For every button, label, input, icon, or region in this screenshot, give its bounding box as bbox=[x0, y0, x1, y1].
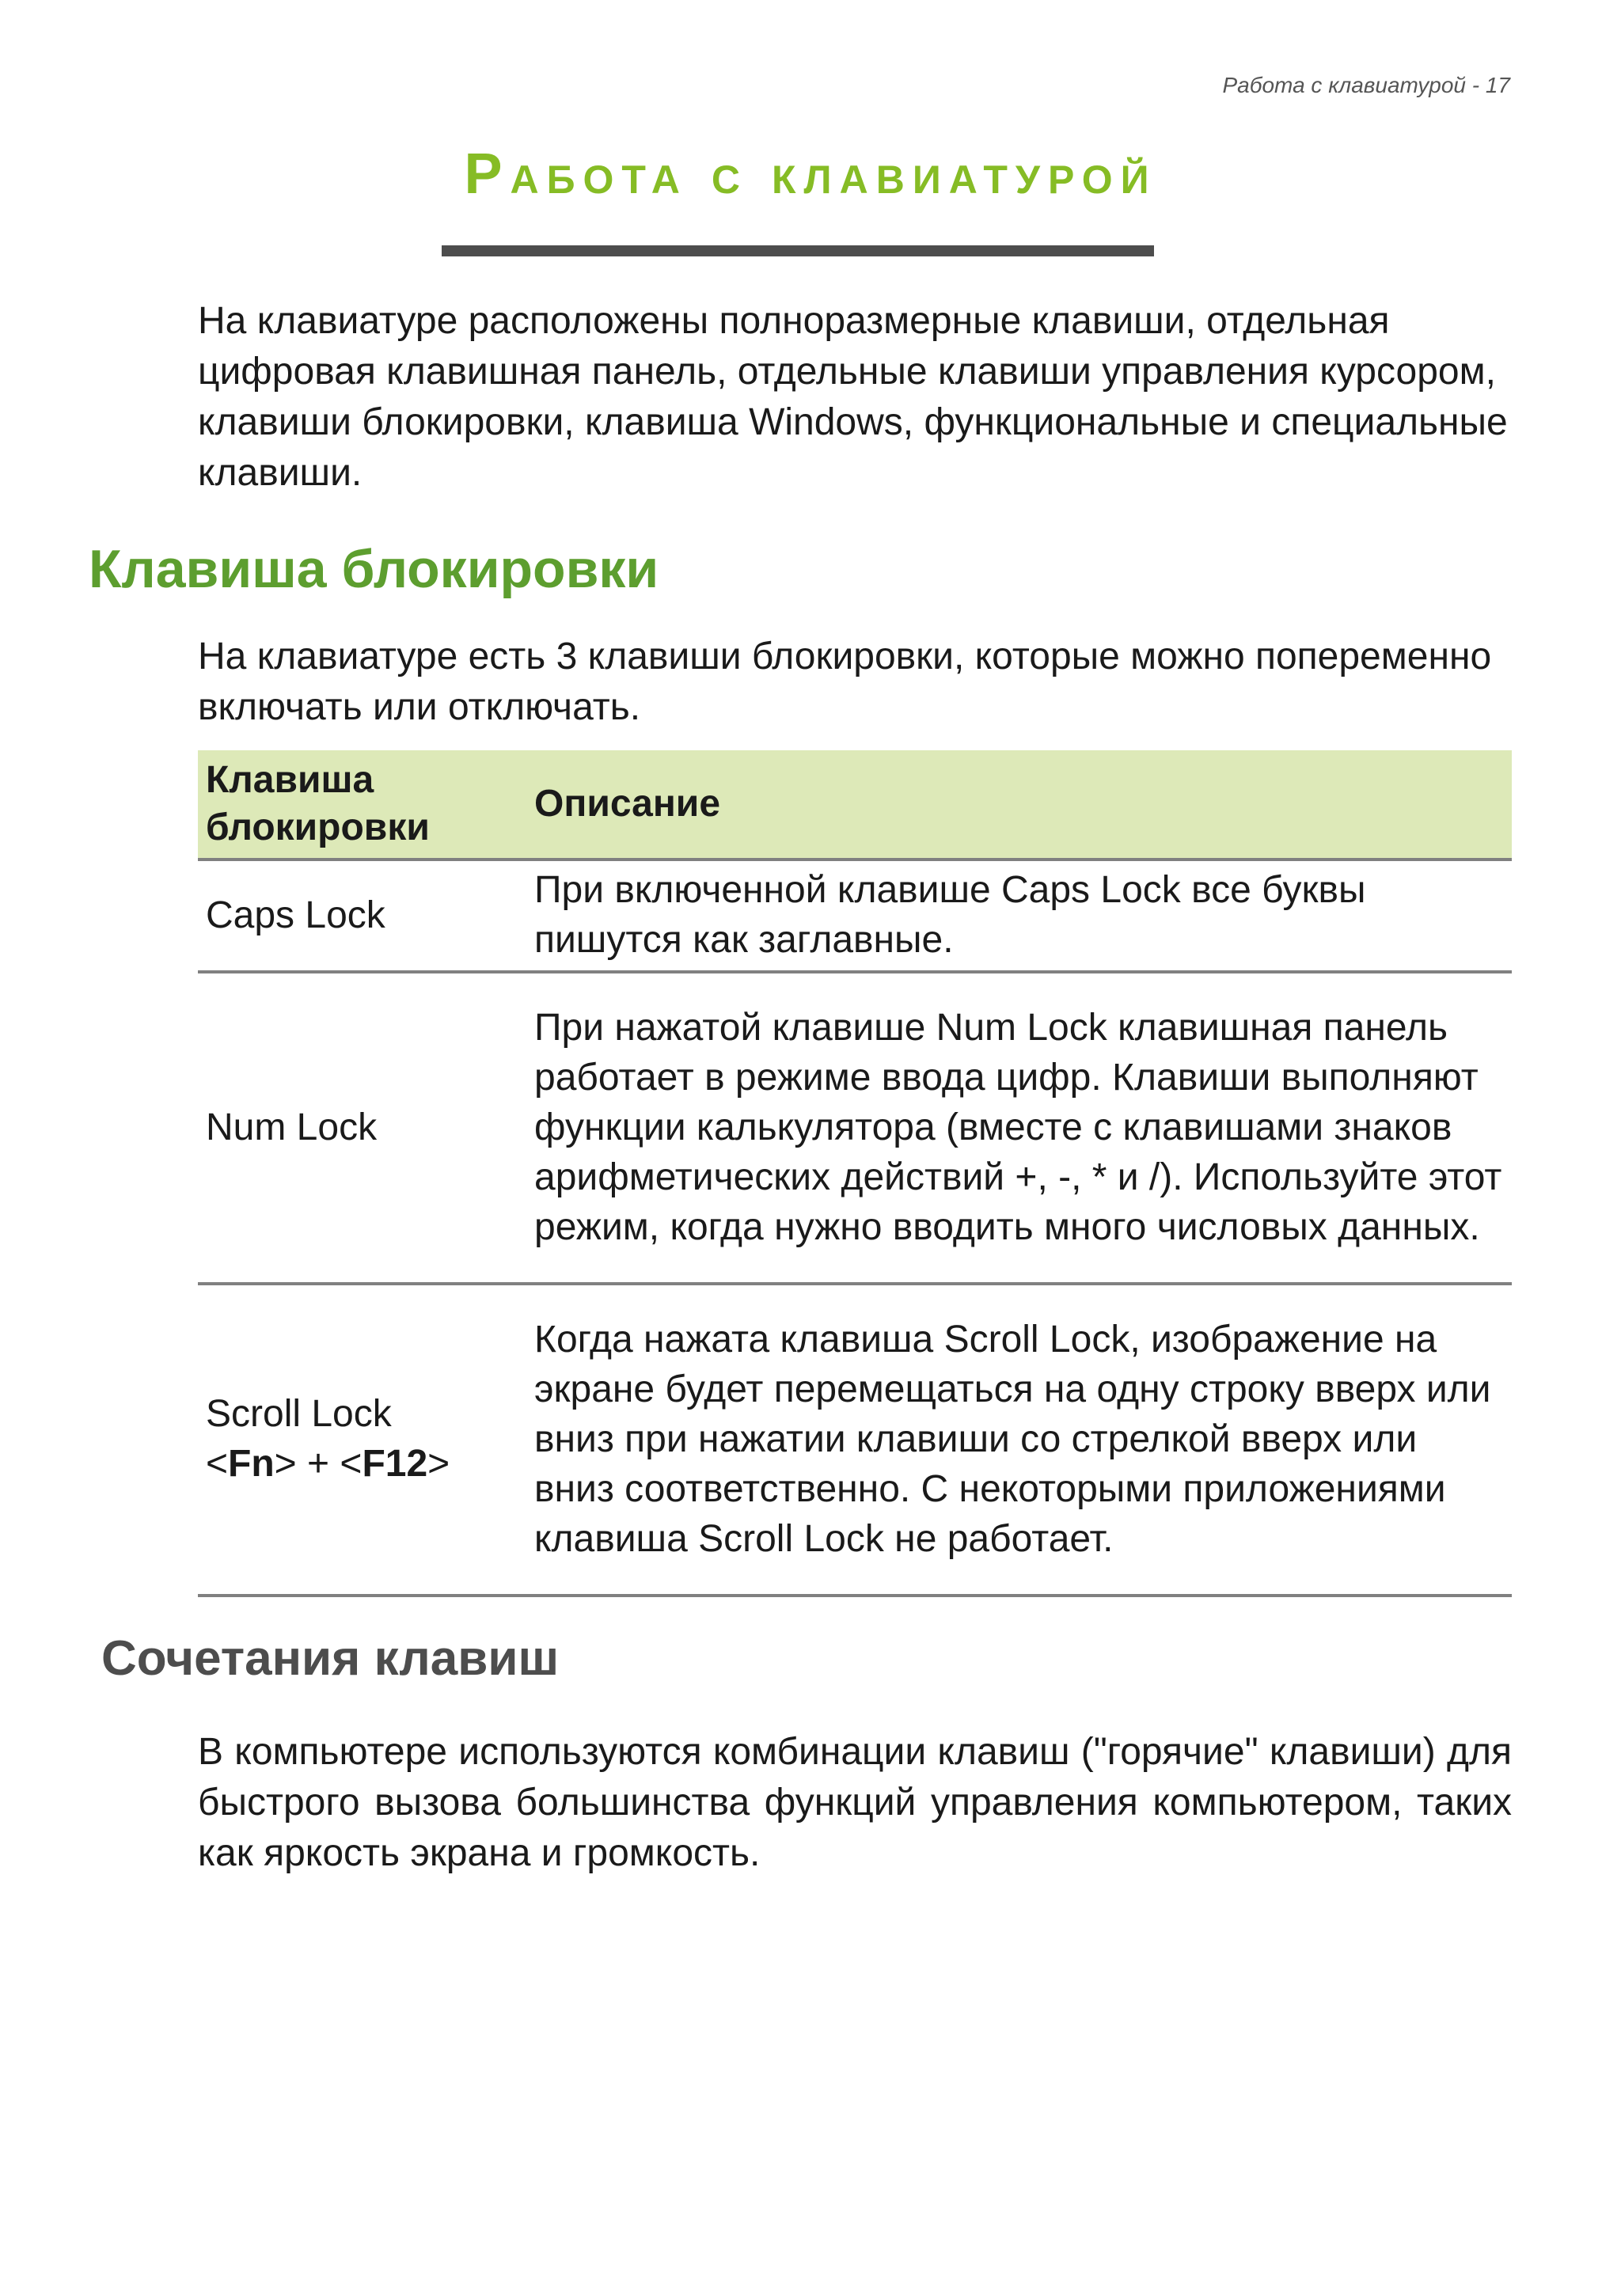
description-cell: При нажатой клавише Num Lock клавишная панель работает в режиме ввода цифр. Клавиши выполняют функции калькулятора (вместе с клавишами знаков арифметических действий +, -, * и /). Используйте этот режим, когда нужно вводить много числовых данных. bbox=[526, 972, 1512, 1284]
key-cell bbox=[198, 1284, 526, 1596]
shortcut-bracket: > bbox=[274, 1443, 297, 1485]
column-header-key: Клавиша блокировки bbox=[198, 750, 526, 860]
table-row bbox=[198, 972, 1512, 1284]
shortcut-bracket: > bbox=[427, 1443, 450, 1485]
key-cell: Num Lock bbox=[198, 972, 526, 1284]
running-header: Работа с клавиатурой - 17 bbox=[1222, 73, 1510, 97]
key-shortcut bbox=[206, 1443, 450, 1485]
hotkeys-text: В компьютере используются комбинации клавиш ("горячие" клавиши) для быстрого вызова большинства функций управления компьютером, таких как яркость экрана и громкость. bbox=[198, 1731, 1512, 1874]
shortcut-bracket: < bbox=[340, 1443, 363, 1485]
description-cell: Когда нажата клавиша Scroll Lock, изображение на экране будет перемещаться на одну строку вверх или вниз при нажатии клавиши со стрелкой вверх или вниз соответственно. С некоторыми приложениями клавиша Scroll Lock не работает. bbox=[526, 1284, 1512, 1596]
chapter-intro: На клавиатуре расположены полноразмерные клавиши, отдельная цифровая клавишная панель, отдельные клавиши управления курсором, клавиши блокировки, клавиша Windows, функциональные и специальные клавиши. bbox=[198, 300, 1508, 494]
shortcut-key-fn: Fn bbox=[228, 1443, 275, 1485]
description-cell: При включенной клавише Caps Lock все буквы пишутся как заглавные. bbox=[526, 860, 1512, 972]
section-heading-hotkeys: Сочетания клавиш bbox=[101, 1631, 560, 1686]
shortcut-bracket: < bbox=[206, 1443, 229, 1485]
shortcut-plus: + bbox=[296, 1443, 340, 1485]
shortcut-key-f12: F12 bbox=[362, 1443, 428, 1485]
lock-keys-intro: На клавиатуре есть 3 клавиши блокировки, которые можно попеременно включать или отключать. bbox=[198, 636, 1492, 728]
lock-keys-table bbox=[198, 750, 1512, 1597]
section-heading-lock-keys: Клавиша блокировки bbox=[89, 539, 659, 599]
title-divider bbox=[442, 245, 1154, 256]
table-row bbox=[198, 1284, 1512, 1596]
column-header-description: Описание bbox=[526, 750, 1512, 860]
table-row bbox=[198, 860, 1512, 972]
table-header-row bbox=[198, 750, 1512, 860]
key-name: Scroll Lock bbox=[206, 1393, 392, 1435]
key-cell: Caps Lock bbox=[198, 860, 526, 972]
chapter-title: Работа с клавиатурой bbox=[464, 142, 1157, 206]
